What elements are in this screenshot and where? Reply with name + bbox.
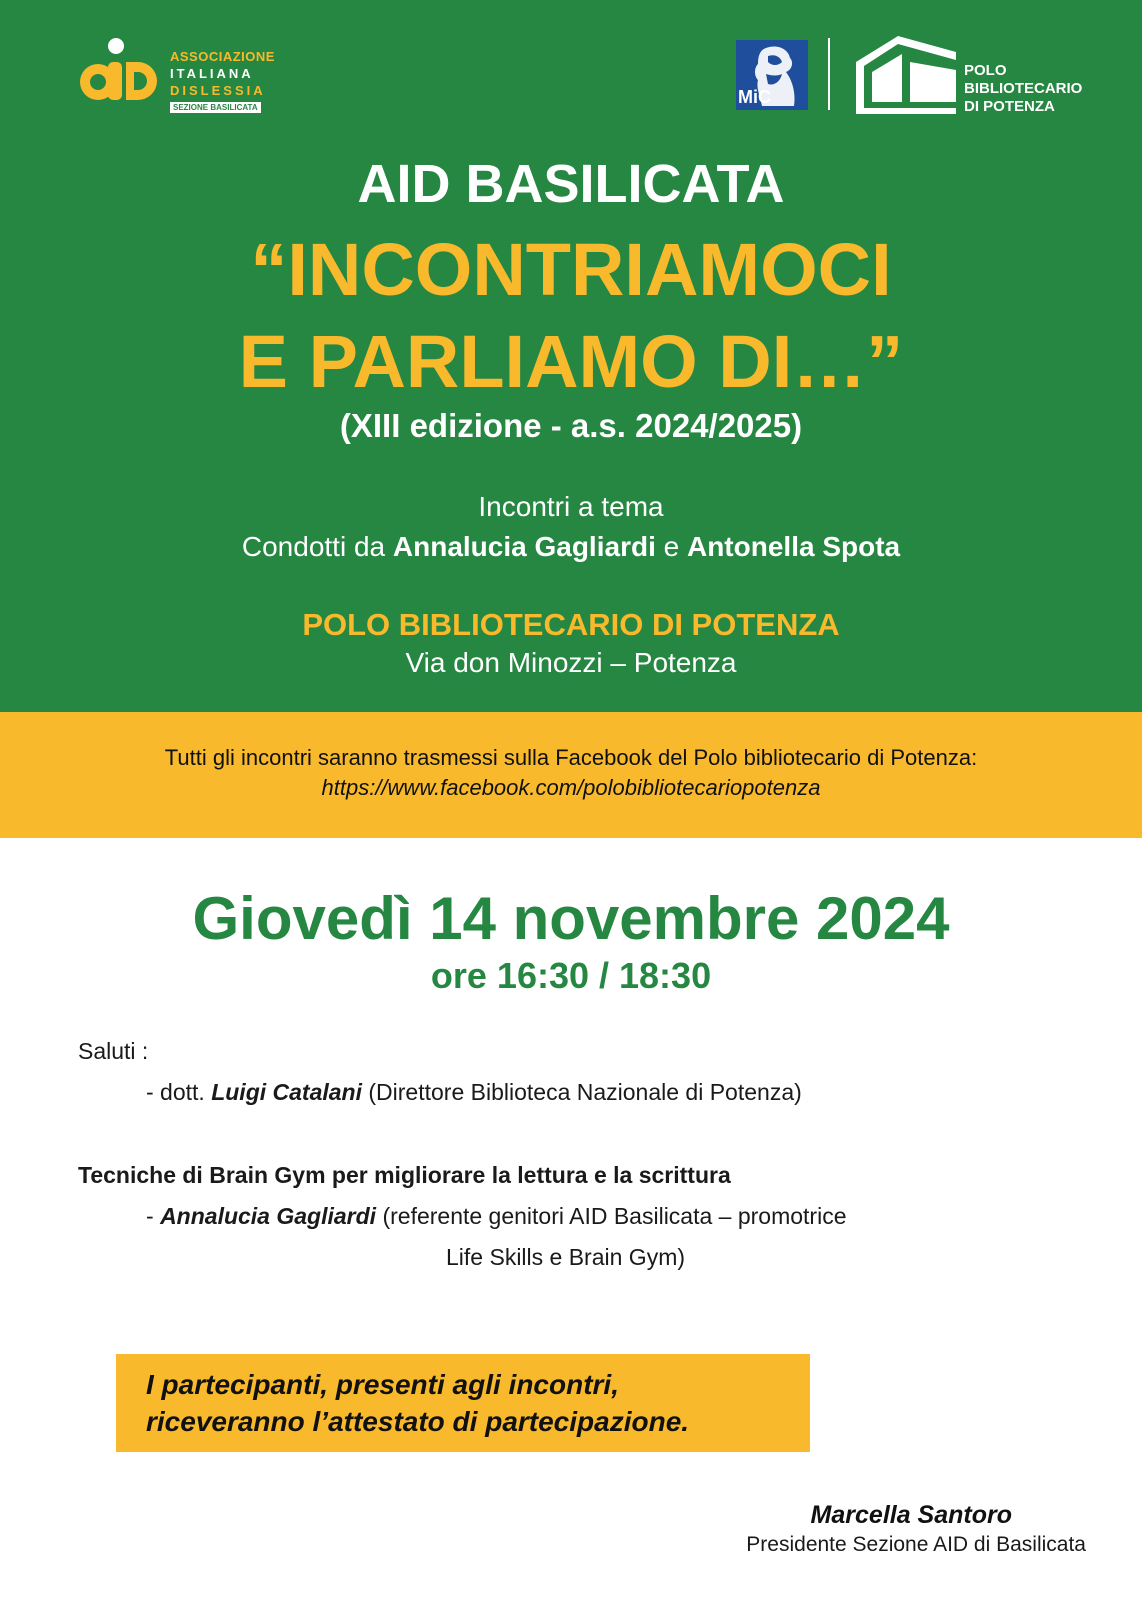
title-line1: AID BASILICATA: [357, 154, 785, 214]
speaker-prefix: -: [146, 1203, 161, 1229]
library-building-icon: [852, 32, 960, 116]
note-line2: riceveranno l’attestato di partecipazione.: [146, 1406, 690, 1437]
aid-logo-mark-icon: [78, 34, 168, 120]
aid-logo-line3: DISLESSIA: [170, 83, 266, 98]
edition-label: (XIII edizione - a.s. 2024/2025): [339, 407, 803, 444]
title-line2: “INCONTRIAMOCI: [250, 228, 892, 311]
signature-role: Presidente Sezione AID di Basilicata: [746, 1533, 1086, 1556]
polo-logo-line3: DI POTENZA: [964, 98, 1055, 115]
aid-logo: [78, 34, 298, 120]
facebook-url-link[interactable]: https://www.facebook.com/polobibliotecariopotenza: [321, 775, 821, 800]
saluto-role: (Direttore Biblioteca Nazionale di Potenza): [362, 1079, 802, 1105]
event-time: ore 16:30 / 18:30: [430, 955, 712, 996]
speaker-role-line1: (referente genitori AID Basilicata – promotrice: [376, 1203, 847, 1229]
venue-name: POLO BIBLIOTECARIO DI POTENZA: [302, 607, 840, 642]
subtitle-hosts: [0, 530, 1142, 564]
facebook-notice: Tutti gli incontri saranno trasmessi sulla Facebook del Polo bibliotecario di Potenza:: [164, 745, 978, 770]
polo-bibliotecario-logo: [852, 32, 1092, 116]
speaker-role-line2: Life Skills e Brain Gym): [446, 1244, 686, 1270]
hosts-connector: e: [655, 531, 687, 562]
saluto-prefix: - dott.: [146, 1079, 212, 1105]
event-date: Giovedì 14 novembre 2024: [192, 885, 950, 952]
signature-name: Marcella Santoro: [810, 1501, 1012, 1529]
aid-logo-line2: ITALIANA: [170, 66, 254, 81]
saluto-item: [146, 1077, 802, 1107]
aid-logo-line1: ASSOCIAZIONE: [170, 49, 275, 64]
saluto-name: Luigi Catalani: [211, 1079, 362, 1105]
attendance-note-box: [116, 1354, 810, 1452]
note-line1: I partecipanti, presenti agli incontri,: [146, 1369, 619, 1400]
speaker-item: [146, 1201, 847, 1231]
speaker-name: Annalucia Gagliardi: [160, 1203, 377, 1229]
talk-title: Tecniche di Brain Gym per migliorare la lettura e la scrittura: [78, 1162, 731, 1188]
aid-logo-badge: SEZIONE BASILICATA: [170, 102, 261, 113]
saluti-label: Saluti :: [78, 1038, 149, 1064]
polo-logo-line2: BIBLIOTECARIO: [964, 80, 1083, 97]
subtitle-theme: Incontri a tema: [478, 491, 664, 522]
polo-logo-line1: POLO: [964, 62, 1007, 79]
logo-divider: [828, 38, 830, 110]
host2-name: Antonella Spota: [686, 531, 901, 562]
mic-logo: [736, 40, 808, 110]
mic-logo-label: MiC: [738, 87, 771, 107]
conducted-prefix: Condotti da: [241, 531, 393, 562]
venue-address: Via don Minozzi – Potenza: [405, 647, 737, 678]
host1-name: Annalucia Gagliardi: [392, 531, 656, 562]
title-line3: E PARLIAMO DI…”: [238, 320, 904, 403]
